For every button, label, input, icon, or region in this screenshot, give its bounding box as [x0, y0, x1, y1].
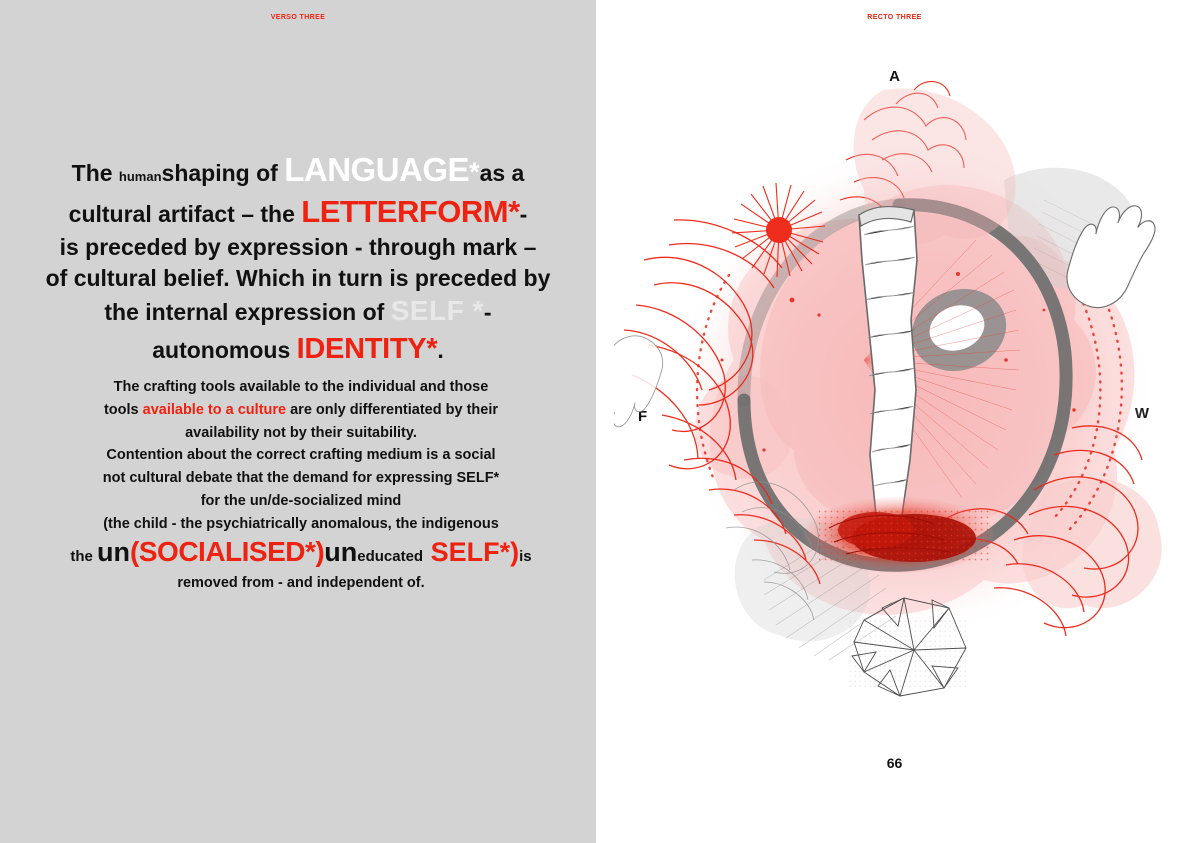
headline-word-self: SELF * [390, 295, 484, 327]
headline-line2-dash: - [519, 200, 528, 227]
paragraph2-line4: (the child - the psychiatrically anomalous, the indigenous [103, 515, 499, 532]
headline-line-6 [40, 330, 556, 368]
headline-word-identity: IDENTITY* [296, 333, 438, 366]
headline-line1-star: * [469, 157, 480, 187]
paragraph2-line3: for the un/de-socialized mind [200, 492, 402, 509]
emphasis-self: SELF*) [423, 537, 520, 568]
recto-page [596, 0, 1193, 843]
paragraph1-line1: The crafting tools available to the individual and those [113, 379, 489, 395]
emphasis-educated: educated [357, 548, 424, 566]
hand-outline-left [614, 328, 667, 436]
paragraph2-line2: not cultural debate that the demand for expressing SELF* [102, 470, 500, 486]
headline-word-letterform: LETTERFORM* [301, 193, 520, 229]
headline-line-1 [40, 148, 556, 192]
headline-line1-human: human [118, 169, 162, 184]
verso-running-head: VERSO THREE [270, 14, 326, 21]
paragraph1-line2-part-a: tools [103, 401, 143, 418]
headline-line5-part-a: the internal expression of [104, 299, 391, 326]
emphasis-un-2: un [324, 537, 358, 568]
emphasis-the: the [70, 548, 98, 566]
headline-line1-part-a: The [71, 160, 119, 186]
paragraph3: removed from - and independent of. [177, 575, 425, 592]
paragraph1-line3: availability not by their suitability. [185, 424, 417, 441]
verso-page [0, 0, 596, 843]
headline-line2-part-a: cultural artifact – the [68, 200, 302, 227]
headline-line6-part-a: autonomous [152, 337, 297, 364]
emphasis-is: is [519, 548, 532, 566]
headline-line1-part-b: shaping of [161, 160, 285, 186]
paragraph1-line2-highlight: available to a culture [142, 401, 287, 418]
emphasis-socialised: (SOCIALISED*) [130, 536, 325, 568]
emphasis-un: un [97, 537, 131, 568]
paragraph2-line1: Contention about the correct crafting medium is a social [106, 447, 496, 464]
recto-running-head: RECTO THREE [867, 14, 922, 21]
headline-line6-dot: . [437, 337, 444, 364]
recto-page-number: 66 [886, 755, 903, 771]
verso-body-copy [62, 376, 540, 595]
corner-letter-f: F [638, 408, 648, 425]
headline-line1-part-c: as a [479, 160, 525, 186]
headline-line-3: is preceded by expression - through mark – [59, 234, 537, 261]
headline-line5-dash: - [483, 299, 492, 326]
headline-line-2 [40, 192, 556, 233]
headline-word-language: LANGUAGE [284, 151, 470, 188]
paragraph1-line2-part-b: are only differentiated by their [286, 401, 499, 418]
red-blot-cluster [804, 497, 994, 573]
verso-emphasis-line [62, 537, 540, 568]
headline-line-4: of cultural belief. Which in turn is preceded by [45, 264, 551, 291]
recto-artwork [614, 60, 1174, 720]
paragraph1-line2 [62, 399, 540, 422]
headline-line-5 [40, 293, 556, 330]
corner-letter-a: A [889, 68, 900, 85]
verso-headline [40, 148, 556, 368]
